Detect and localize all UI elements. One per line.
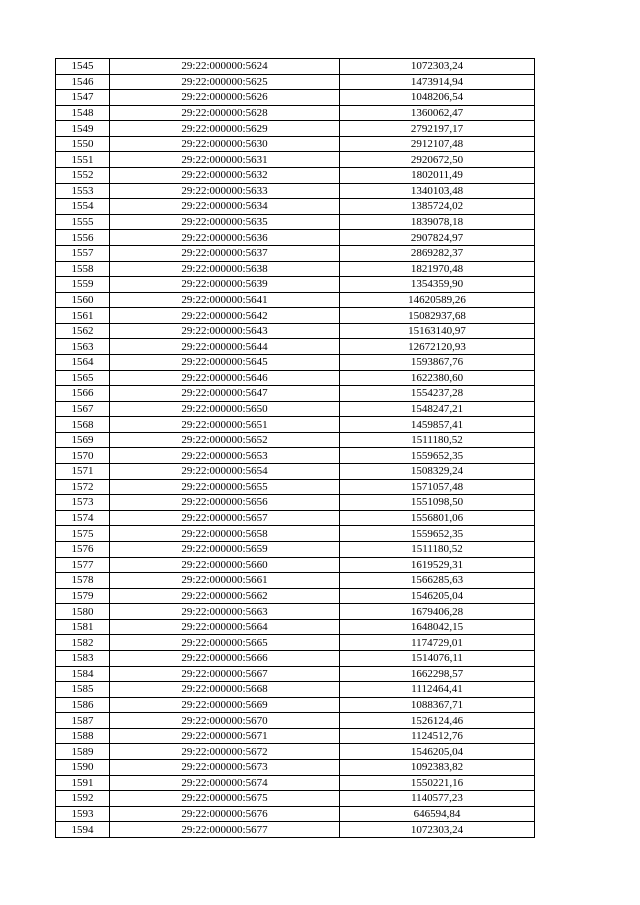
row-number-cell: 1552	[56, 168, 110, 184]
cadastral-number-cell: 29:22:000000:5642	[110, 308, 340, 324]
cadastral-number-cell: 29:22:000000:5632	[110, 168, 340, 184]
cadastral-number-cell: 29:22:000000:5671	[110, 728, 340, 744]
row-number-cell: 1591	[56, 775, 110, 791]
table-row	[56, 214, 535, 230]
cadastral-value-cell: 1622380,60	[340, 370, 535, 386]
cadastral-value-cell: 1802011,49	[340, 168, 535, 184]
cadastral-value-cell: 1550221,16	[340, 775, 535, 791]
table-row	[56, 650, 535, 666]
cadastral-value-cell: 2792197,17	[340, 121, 535, 137]
row-number-cell: 1578	[56, 573, 110, 589]
table-row	[56, 292, 535, 308]
cadastral-number-cell: 29:22:000000:5652	[110, 432, 340, 448]
cadastral-number-cell: 29:22:000000:5653	[110, 448, 340, 464]
row-number-cell: 1579	[56, 588, 110, 604]
cadastral-number-cell: 29:22:000000:5657	[110, 510, 340, 526]
cadastral-value-cell: 1360062,47	[340, 105, 535, 121]
table-row	[56, 370, 535, 386]
cadastral-value-cell: 1508329,24	[340, 464, 535, 480]
cadastral-number-cell: 29:22:000000:5629	[110, 121, 340, 137]
table-row	[56, 354, 535, 370]
cadastral-value-cell: 15163140,97	[340, 323, 535, 339]
table-row	[56, 339, 535, 355]
cadastral-value-cell: 1546205,04	[340, 588, 535, 604]
table-row	[56, 183, 535, 199]
cadastral-value-cell: 1526124,46	[340, 713, 535, 729]
row-number-cell: 1567	[56, 401, 110, 417]
cadastral-value-cell: 14620589,26	[340, 292, 535, 308]
cadastral-number-cell: 29:22:000000:5668	[110, 682, 340, 698]
cadastral-value-cell: 1662298,57	[340, 666, 535, 682]
cadastral-number-cell: 29:22:000000:5674	[110, 775, 340, 791]
cadastral-number-cell: 29:22:000000:5626	[110, 90, 340, 106]
cadastral-value-cell: 1354359,90	[340, 277, 535, 293]
cadastral-number-cell: 29:22:000000:5635	[110, 214, 340, 230]
cadastral-value-cell: 1571057,48	[340, 479, 535, 495]
table-row	[56, 806, 535, 822]
table-row	[56, 432, 535, 448]
table-row	[56, 136, 535, 152]
row-number-cell: 1562	[56, 323, 110, 339]
cadastral-number-cell: 29:22:000000:5638	[110, 261, 340, 277]
cadastral-value-cell: 646594,84	[340, 806, 535, 822]
table-row	[56, 541, 535, 557]
cadastral-number-cell: 29:22:000000:5651	[110, 417, 340, 433]
cadastral-number-cell: 29:22:000000:5677	[110, 822, 340, 838]
table-row	[56, 713, 535, 729]
cadastral-number-cell: 29:22:000000:5624	[110, 59, 340, 75]
row-number-cell: 1574	[56, 510, 110, 526]
cadastral-number-cell: 29:22:000000:5630	[110, 136, 340, 152]
cadastral-number-cell: 29:22:000000:5643	[110, 323, 340, 339]
cadastral-value-cell: 1554237,28	[340, 386, 535, 402]
cadastral-value-cell: 1648042,15	[340, 619, 535, 635]
cadastral-number-cell: 29:22:000000:5641	[110, 292, 340, 308]
row-number-cell: 1564	[56, 354, 110, 370]
table-row	[56, 199, 535, 215]
table-row	[56, 386, 535, 402]
row-number-cell: 1548	[56, 105, 110, 121]
table-row	[56, 74, 535, 90]
cadastral-number-cell: 29:22:000000:5669	[110, 697, 340, 713]
row-number-cell: 1588	[56, 728, 110, 744]
cadastral-value-cell: 1556801,06	[340, 510, 535, 526]
row-number-cell: 1584	[56, 666, 110, 682]
row-number-cell: 1580	[56, 604, 110, 620]
row-number-cell: 1554	[56, 199, 110, 215]
row-number-cell: 1593	[56, 806, 110, 822]
row-number-cell: 1550	[56, 136, 110, 152]
table-row	[56, 775, 535, 791]
cadastral-number-cell: 29:22:000000:5666	[110, 650, 340, 666]
cadastral-value-cell: 1679406,28	[340, 604, 535, 620]
row-number-cell: 1549	[56, 121, 110, 137]
table-row	[56, 90, 535, 106]
table-row	[56, 59, 535, 75]
table-row	[56, 822, 535, 838]
row-number-cell: 1587	[56, 713, 110, 729]
row-number-cell: 1551	[56, 152, 110, 168]
table-row	[56, 728, 535, 744]
row-number-cell: 1556	[56, 230, 110, 246]
cadastral-value-cell: 1511180,52	[340, 541, 535, 557]
cadastral-value-cell: 1546205,04	[340, 744, 535, 760]
table-row	[56, 417, 535, 433]
cadastral-value-cell: 1559652,35	[340, 526, 535, 542]
cadastral-value-cell: 2920672,50	[340, 152, 535, 168]
cadastral-value-cell: 1551098,50	[340, 495, 535, 511]
cadastral-value-cell: 1174729,01	[340, 635, 535, 651]
cadastral-value-cell: 2912107,48	[340, 136, 535, 152]
row-number-cell: 1573	[56, 495, 110, 511]
cadastral-value-cell: 1548247,21	[340, 401, 535, 417]
cadastral-number-cell: 29:22:000000:5636	[110, 230, 340, 246]
row-number-cell: 1568	[56, 417, 110, 433]
row-number-cell: 1582	[56, 635, 110, 651]
cadastral-value-cell: 1473914,94	[340, 74, 535, 90]
cadastral-value-cell: 15082937,68	[340, 308, 535, 324]
table-row	[56, 261, 535, 277]
table-row	[56, 526, 535, 542]
row-number-cell: 1546	[56, 74, 110, 90]
table-body	[56, 59, 535, 838]
table-row	[56, 635, 535, 651]
row-number-cell: 1547	[56, 90, 110, 106]
cadastral-number-cell: 29:22:000000:5658	[110, 526, 340, 542]
cadastral-number-cell: 29:22:000000:5644	[110, 339, 340, 355]
cadastral-value-cell: 1839078,18	[340, 214, 535, 230]
table-row	[56, 619, 535, 635]
row-number-cell: 1555	[56, 214, 110, 230]
cadastral-number-cell: 29:22:000000:5633	[110, 183, 340, 199]
cadastral-number-cell: 29:22:000000:5650	[110, 401, 340, 417]
cadastral-value-cell: 1619529,31	[340, 557, 535, 573]
cadastral-number-cell: 29:22:000000:5639	[110, 277, 340, 293]
cadastral-value-cell: 1140577,23	[340, 791, 535, 807]
table-row	[56, 323, 535, 339]
cadastral-number-cell: 29:22:000000:5634	[110, 199, 340, 215]
row-number-cell: 1572	[56, 479, 110, 495]
row-number-cell: 1557	[56, 245, 110, 261]
table-row	[56, 573, 535, 589]
cadastral-value-cell: 1566285,63	[340, 573, 535, 589]
cadastral-number-cell: 29:22:000000:5655	[110, 479, 340, 495]
cadastral-value-cell: 1092383,82	[340, 760, 535, 776]
table-row	[56, 168, 535, 184]
cadastral-value-cell: 1072303,24	[340, 59, 535, 75]
row-number-cell: 1577	[56, 557, 110, 573]
table-row	[56, 495, 535, 511]
row-number-cell: 1558	[56, 261, 110, 277]
cadastral-number-cell: 29:22:000000:5670	[110, 713, 340, 729]
cadastral-value-cell: 1072303,24	[340, 822, 535, 838]
cadastral-number-cell: 29:22:000000:5631	[110, 152, 340, 168]
cadastral-value-cell: 12672120,93	[340, 339, 535, 355]
row-number-cell: 1571	[56, 464, 110, 480]
row-number-cell: 1563	[56, 339, 110, 355]
cadastral-value-cell: 1385724,02	[340, 199, 535, 215]
table-row	[56, 277, 535, 293]
row-number-cell: 1583	[56, 650, 110, 666]
table-row	[56, 245, 535, 261]
cadastral-value-cell: 1112464,41	[340, 682, 535, 698]
row-number-cell: 1589	[56, 744, 110, 760]
row-number-cell: 1545	[56, 59, 110, 75]
row-number-cell: 1565	[56, 370, 110, 386]
cadastral-value-cell: 1559652,35	[340, 448, 535, 464]
cadastral-number-cell: 29:22:000000:5664	[110, 619, 340, 635]
cadastral-number-cell: 29:22:000000:5659	[110, 541, 340, 557]
cadastral-number-cell: 29:22:000000:5647	[110, 386, 340, 402]
cadastral-number-cell: 29:22:000000:5673	[110, 760, 340, 776]
row-number-cell: 1560	[56, 292, 110, 308]
cadastral-number-cell: 29:22:000000:5625	[110, 74, 340, 90]
cadastral-number-cell: 29:22:000000:5665	[110, 635, 340, 651]
cadastral-value-cell: 2869282,37	[340, 245, 535, 261]
cadastral-value-table	[55, 58, 535, 838]
cadastral-number-cell: 29:22:000000:5656	[110, 495, 340, 511]
row-number-cell: 1592	[56, 791, 110, 807]
row-number-cell: 1569	[56, 432, 110, 448]
row-number-cell: 1585	[56, 682, 110, 698]
table-row	[56, 682, 535, 698]
cadastral-number-cell: 29:22:000000:5676	[110, 806, 340, 822]
cadastral-number-cell: 29:22:000000:5661	[110, 573, 340, 589]
cadastral-number-cell: 29:22:000000:5646	[110, 370, 340, 386]
table-row	[56, 230, 535, 246]
row-number-cell: 1566	[56, 386, 110, 402]
table-row	[56, 105, 535, 121]
table-row	[56, 448, 535, 464]
cadastral-value-cell: 1340103,48	[340, 183, 535, 199]
table-row	[56, 557, 535, 573]
row-number-cell: 1561	[56, 308, 110, 324]
row-number-cell: 1576	[56, 541, 110, 557]
cadastral-value-cell: 1511180,52	[340, 432, 535, 448]
cadastral-value-cell: 1124512,76	[340, 728, 535, 744]
cadastral-value-cell: 1514076,11	[340, 650, 535, 666]
cadastral-number-cell: 29:22:000000:5663	[110, 604, 340, 620]
cadastral-value-cell: 1048206,54	[340, 90, 535, 106]
cadastral-number-cell: 29:22:000000:5637	[110, 245, 340, 261]
table-row	[56, 588, 535, 604]
row-number-cell: 1570	[56, 448, 110, 464]
table-row	[56, 791, 535, 807]
table-row	[56, 697, 535, 713]
cadastral-value-cell: 1593867,76	[340, 354, 535, 370]
cadastral-number-cell: 29:22:000000:5660	[110, 557, 340, 573]
cadastral-number-cell: 29:22:000000:5654	[110, 464, 340, 480]
cadastral-number-cell: 29:22:000000:5667	[110, 666, 340, 682]
cadastral-number-cell: 29:22:000000:5645	[110, 354, 340, 370]
cadastral-value-cell: 2907824,97	[340, 230, 535, 246]
cadastral-number-cell: 29:22:000000:5672	[110, 744, 340, 760]
cadastral-value-cell: 1821970,48	[340, 261, 535, 277]
table-row	[56, 464, 535, 480]
row-number-cell: 1581	[56, 619, 110, 635]
row-number-cell: 1575	[56, 526, 110, 542]
table-row	[56, 401, 535, 417]
row-number-cell: 1553	[56, 183, 110, 199]
table-row	[56, 152, 535, 168]
cadastral-value-cell: 1459857,41	[340, 417, 535, 433]
table-row	[56, 479, 535, 495]
table-row	[56, 744, 535, 760]
cadastral-value-cell: 1088367,71	[340, 697, 535, 713]
table-row	[56, 666, 535, 682]
cadastral-number-cell: 29:22:000000:5675	[110, 791, 340, 807]
row-number-cell: 1594	[56, 822, 110, 838]
table-row	[56, 121, 535, 137]
table-row	[56, 308, 535, 324]
row-number-cell: 1559	[56, 277, 110, 293]
cadastral-number-cell: 29:22:000000:5662	[110, 588, 340, 604]
table-row	[56, 510, 535, 526]
row-number-cell: 1590	[56, 760, 110, 776]
table-row	[56, 604, 535, 620]
cadastral-number-cell: 29:22:000000:5628	[110, 105, 340, 121]
table-row	[56, 760, 535, 776]
row-number-cell: 1586	[56, 697, 110, 713]
